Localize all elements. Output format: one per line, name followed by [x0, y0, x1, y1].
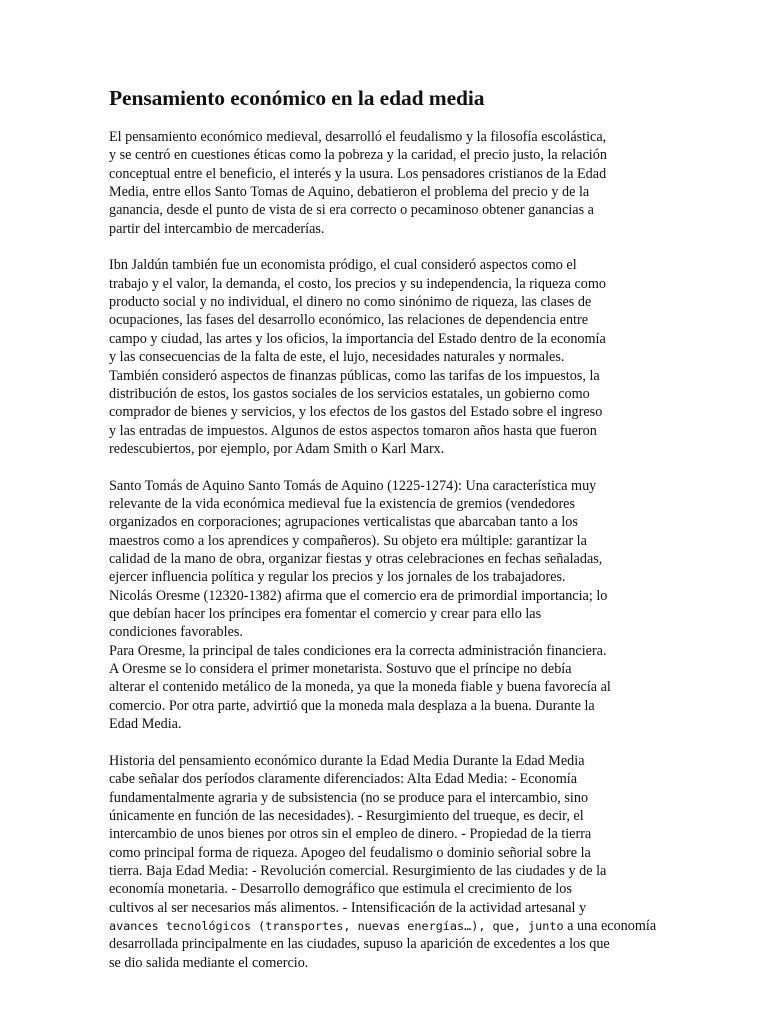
serif-fragment: a una economía — [563, 917, 657, 934]
text-line: cabe señalar dos períodos claramente diferenciados: Alta Edad Media: - Economía — [109, 771, 577, 788]
text-line: El pensamiento económico medieval, desarrolló el feudalismo y la filosofía escolástica, — [109, 129, 607, 145]
text-line: y se centró en cuestiones éticas como la pobreza y la caridad, el precio justo, la relación — [109, 147, 607, 164]
text-line: conceptual entre el beneficio, el interés y la usura. Los pensadores cristianos de la Edad — [109, 165, 607, 182]
text-line: Para Oresme, la principal de tales condiciones era la correcta administración financiera. — [109, 642, 607, 659]
text-line: alterar el contenido metálico de la moneda, ya que la moneda fiable y buena favorecía al — [109, 679, 611, 696]
paragraph-2 — [109, 256, 659, 458]
text-line: y las entradas de impuestos. Algunos de estos aspectos tomaron años hasta que fueron — [109, 422, 597, 439]
text-line: tierra. Baja Edad Media: - Revolución comercial. Resurgimiento de las ciudades y de la — [109, 862, 607, 879]
text-line: campo y ciudad, las artes y los oficios, la importancia del Estado dentro de la economía — [109, 330, 606, 347]
text-line: También consideró aspectos de finanzas públicas, como las tarifas de los impuestos, la — [109, 367, 600, 384]
text-line: calidad de la mano de obra, organizar fiestas y otras celebraciones en fechas señaladas, — [109, 551, 603, 567]
text-line: economía monetaria. - Desarrollo demográfico que estimula el crecimiento de los — [109, 881, 572, 898]
text-line: Ibn Jaldún también fue un economista pródigo, el cual consideró aspectos como el — [109, 257, 577, 274]
text-line-mixed — [109, 917, 659, 935]
paragraph-1 — [109, 128, 659, 238]
monospace-fragment: avances tecnológicos (transportes, nuevas energías…), que, junto — [109, 918, 564, 933]
paragraph-3 — [109, 477, 659, 734]
text-line: comercio. Por otra parte, advirtió que la moneda mala desplaza a la buena. Durante la — [109, 697, 595, 714]
text-line: Media, entre ellos Santo Tomas de Aquino, debatieron el problema del precio y de la — [109, 184, 590, 201]
text-line: producto social y no individual, el dinero no como sinónimo de riqueza, las clases de — [109, 294, 592, 311]
text-line: Edad Media. — [109, 716, 182, 733]
text-line: Santo Tomás de Aquino Santo Tomás de Aquino (1225-1274): Una característica muy — [109, 477, 597, 494]
text-line: distribución de estos, los gastos sociales de los servicios estatales, un gobierno como — [109, 385, 590, 402]
text-line: que debían hacer los príncipes era fomentar el comercio y crear para ello las — [109, 606, 542, 623]
text-line: cultivos al ser necesarios más alimentos. - Intensificación de la actividad artesanal y — [109, 899, 587, 916]
text-line: ejercer influencia política y regular los precios y los jornales de los trabajadores. — [109, 569, 566, 586]
text-line: desarrollada principalmente en las ciudades, supuso la aparición de excedentes a los que — [109, 936, 610, 953]
text-line: se dio salida mediante el comercio. — [109, 954, 309, 971]
text-line: intercambio de unos bienes por otros sin el empleo de dinero. - Propiedad de la tierra — [109, 826, 592, 843]
paragraph-4 — [109, 752, 659, 972]
text-line: ocupaciones, las fases del desarrollo económico, las relaciones de dependencia entre — [109, 312, 589, 329]
text-line: redescubiertos, por ejemplo, por Adam Smith o Karl Marx. — [109, 440, 445, 457]
text-line: comprador de bienes y servicios, y los efectos de los gastos del Estado sobre el ingreso — [109, 404, 603, 421]
document-title: Pensamiento económico en la edad media — [109, 86, 485, 110]
text-line: únicamente en función de las necesidades). - Resurgimiento del trueque, es decir, el — [109, 807, 584, 824]
text-line: partir del intercambio de mercaderías. — [109, 220, 325, 237]
text-line: como principal forma de riqueza. Apogeo del feudalismo o dominio señorial sobre la — [109, 844, 591, 861]
text-line: y las consecuencias de la falta de este, el lujo, necesidades naturales y normales. — [109, 349, 565, 366]
text-line: trabajo y el valor, la demanda, el costo, los precios y su independencia, la riqueza como — [109, 275, 606, 292]
text-line: organizados en corporaciones; agrupaciones verticalistas que abarcaban tanto a los — [109, 514, 578, 531]
text-line: ganancia, desde el punto de vista de si era correcto o pecaminoso obtener ganancias a — [109, 202, 594, 219]
text-line: A Oresme se lo considera el primer monetarista. Sostuvo que el príncipe no debía — [109, 661, 572, 678]
text-line: fundamentalmente agraria y de subsistencia (no se produce para el intercambio, sino — [109, 789, 589, 806]
text-line: condiciones favorables. — [109, 624, 243, 641]
text-line: Nicolás Oresme (12320-1382) afirma que el comercio era de primordial importancia; lo — [109, 587, 608, 604]
text-line: maestros como a los aprendices y compañeros). Su objeto era múltiple: garantizar la — [109, 532, 587, 549]
document-page — [109, 84, 659, 990]
text-line: relevante de la vida económica medieval fue la existencia de gremios (vendedores — [109, 495, 576, 512]
text-line: Historia del pensamiento económico durante la Edad Media Durante la Edad Media — [109, 752, 585, 769]
